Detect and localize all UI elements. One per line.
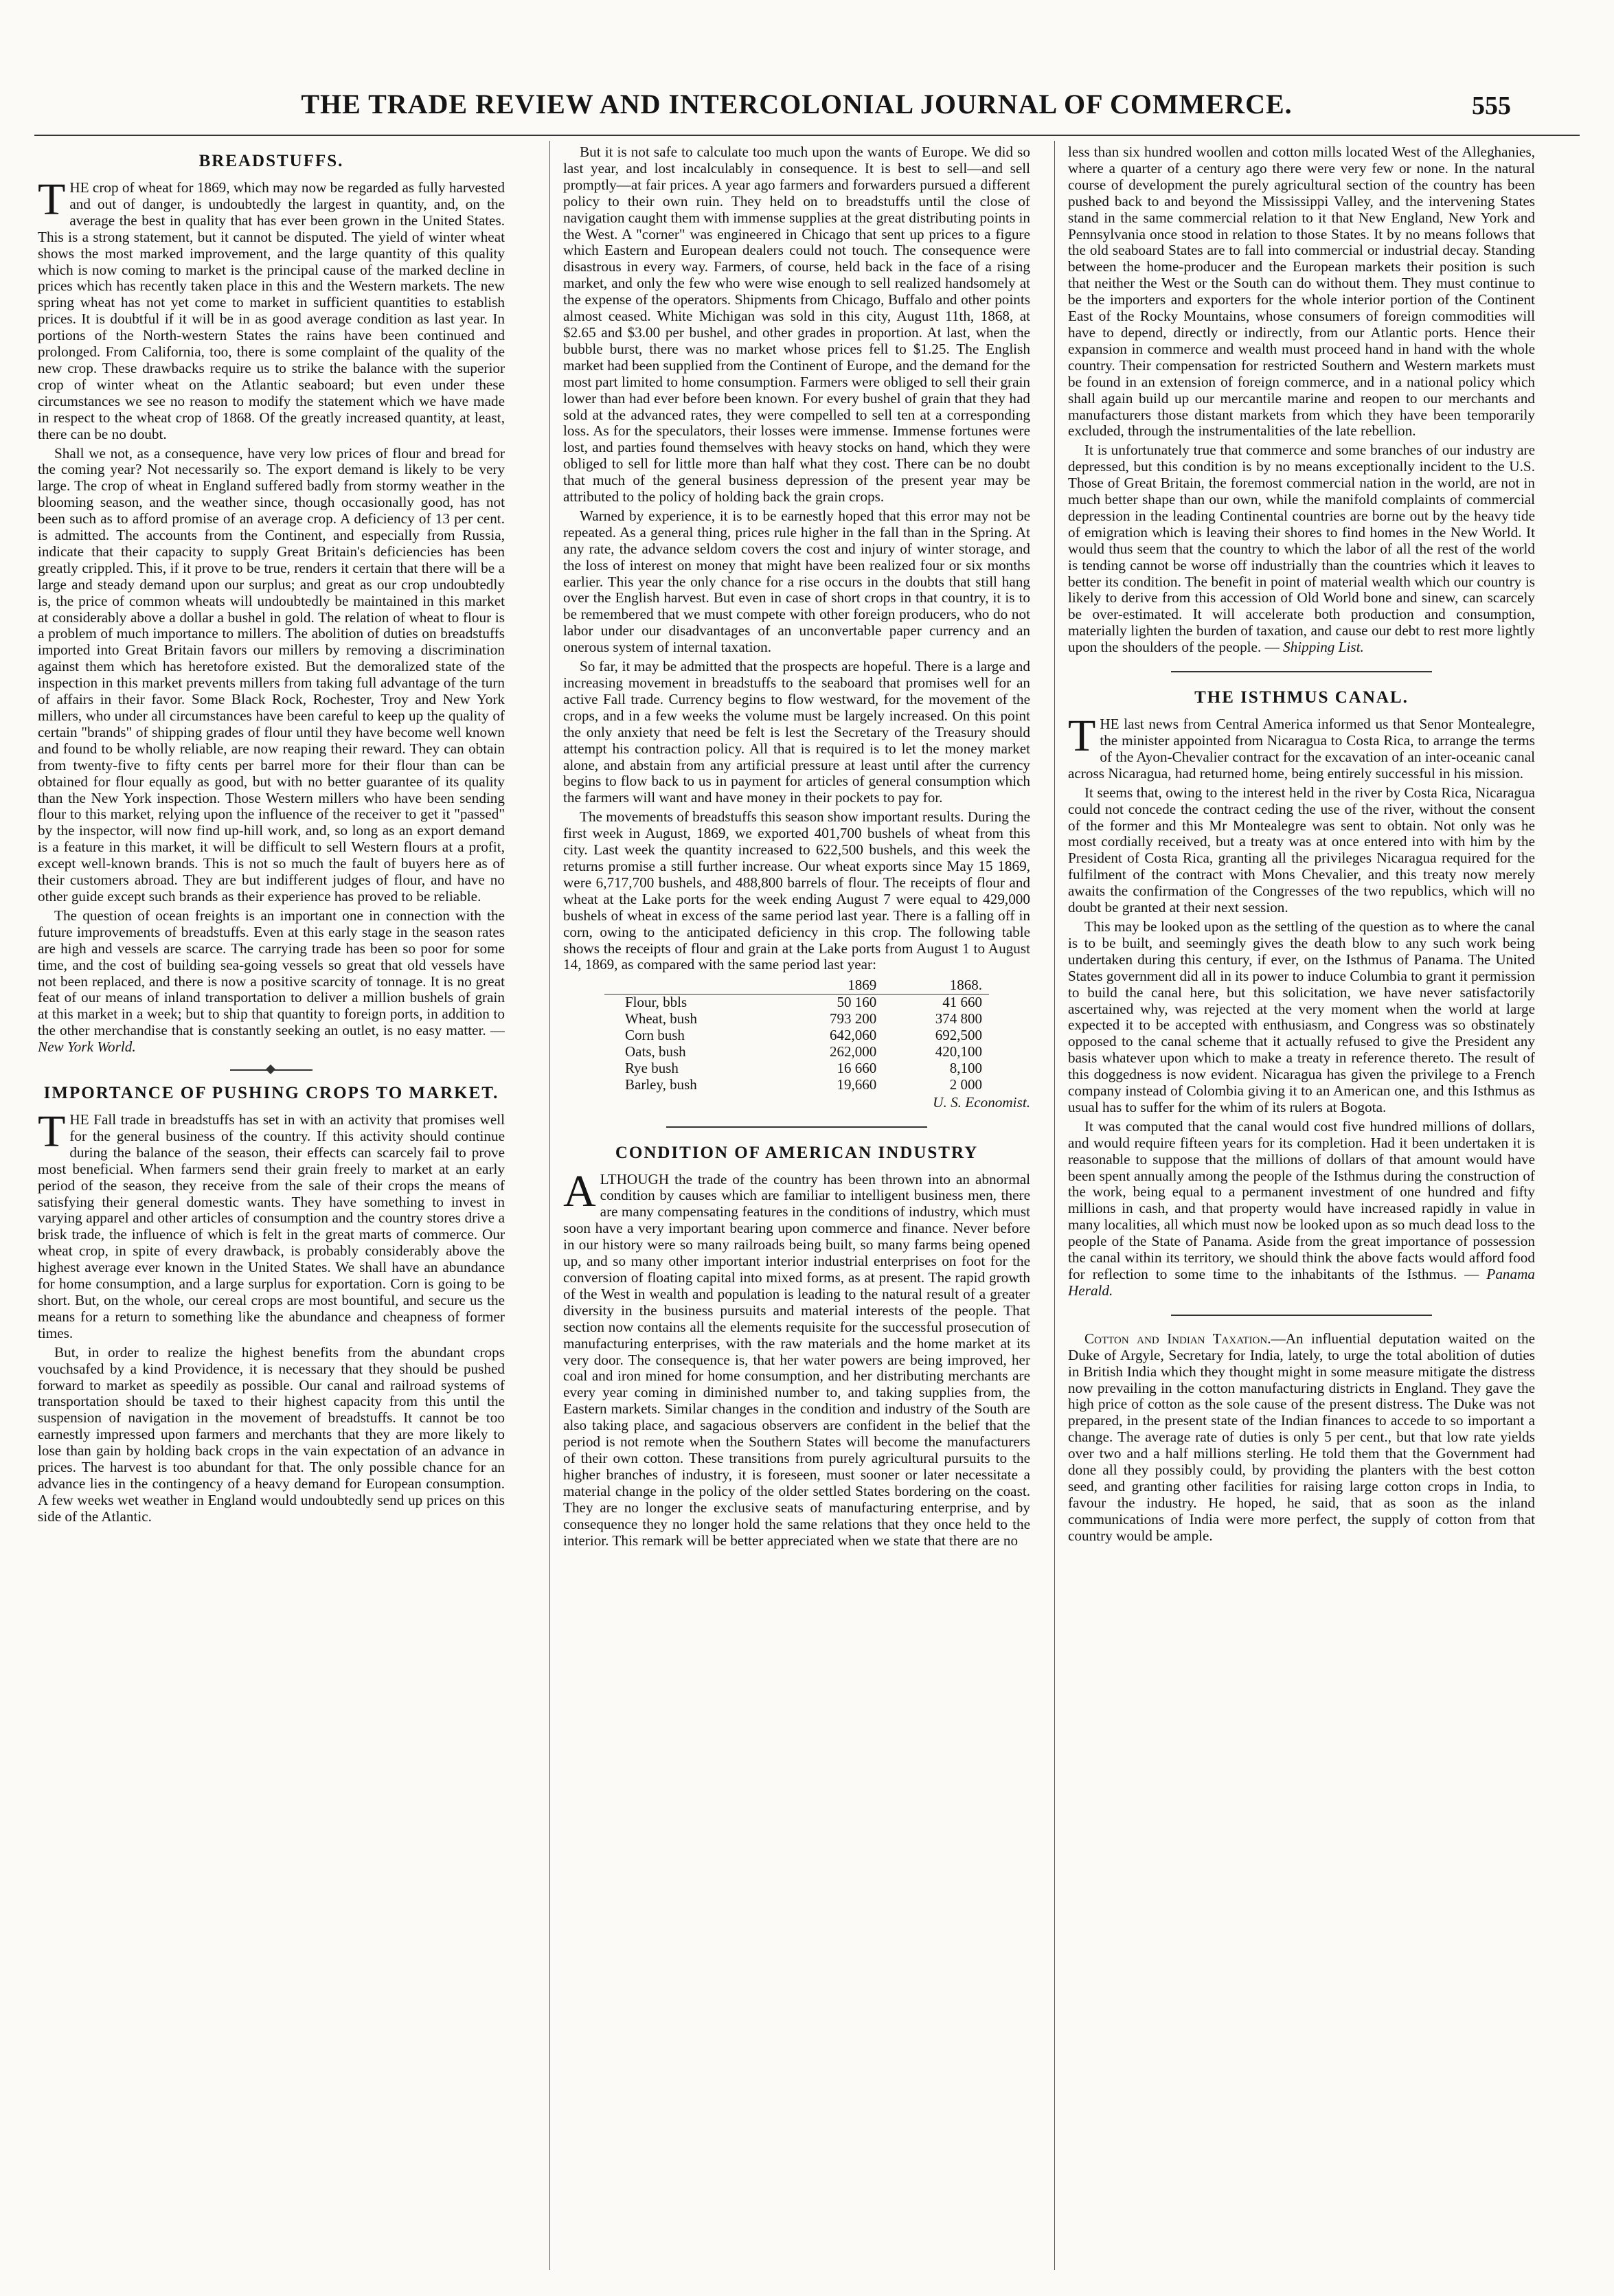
article-source: U. S. Economist.: [933, 1093, 1030, 1111]
column-2: [563, 144, 1030, 2266]
paragraph-text: LTHOUGH the trade of the country has been thrown into an abnormal condition by causes which are familiar to intelligent business men, there are many compensating features in the conditions of industry, which must soon have a very important bearing upon commerce and finance. Never before in our history were so many railroads being built, so many farms being opened up, and so many other important interior industrial enterprises on foot for the conversion of floating capital into mixed forms, as at present. The rapid growth of the West in wealth and population is leading to the natural result of a greater diversity in the business pursuits and material interests of the people. That section now contains all the elements requisite for the successful prosecution of manufacturing enterprises, with the raw materials and the home market at its very door. The consequence is, that her water powers are being improved, her coal and iron mined for home consumption, and her distributing merchants are every year coming in diminished number to, and taking supplies from, the Eastern markets. Similar changes in the condition and industry of the South are also taking place, and sagacious observers are confident in the belief that the period is not remote when the Southern States will become the manufacturers of their own cotton. These transitions from purely agricultural pursuits to the higher branches of industry, it is foreseen, must sooner or later necessitate a material change in the policy of the older settled States bordering on the coast. They are no longer the exclusive seats of manufacturing enterprise, and by consequence they no longer hold the same relations that they once held to the interior. This remark will be better appreciated when we state that there are no: [563, 1170, 1030, 1549]
table-header: [604, 977, 778, 994]
article-paragraph: [38, 174, 505, 443]
column-3: [1068, 144, 1535, 2266]
paragraph-text: The question of ocean freights is an important one in connection with the future improvements of breadstuffs. Even at this early stage in the season rates are high and vessels are scarce. The carrying trade has been so poor for some time, and the cost of building sea-going vessels so great that old vessels have not been replaced, and there is now a positive scarcity of tonnage. It is no great feat of our means of inland transportation to deliver a million bushels of grain at this market in a week; but to ship that quantity to foreign ports, in addition to the other merchandise that is constantly seeking an outlet, is no easy matter.: [38, 907, 505, 1039]
paragraph-text: HE last news from Central America informed us that Senor Montealegre, the minister appointed from Nicaragua to Costa Rica, to arrange the terms of the Ayon-Chevalier contract for the excavation of an inter-oceanic canal across Nicaragua, had returned home, being entirely successful in his mission.: [1068, 716, 1535, 782]
column-rule-1: [549, 141, 550, 2270]
article-cotton-taxation: [1068, 1331, 1535, 1545]
section-divider: [230, 1069, 312, 1071]
table-cell: 374 800: [935, 1010, 982, 1027]
article-title: IMPORTANCE OF PUSHING CROPS TO MARKET.: [43, 1084, 499, 1103]
article-paragraph: It seems that, owing to the interest held in the river by Costa Rica, Nicaragua could not concede the contract ceding the use of the river, without the consent of the former and this Mr Montealegre was sent to obtain. Not only was he most cordially received, but a treaty was at once entered into with him by the President of Costa Rica, granting all the privileges Nicaragua required for the fulfilment of the contract with Mons Chevalier, and this treaty now merely awaits the confirmation of the Congresses of the two republics, which will no doubt be granted at their next session.: [1068, 784, 1535, 916]
article-title: THE ISTHMUS CANAL.: [1194, 688, 1409, 707]
article-paragraph: [563, 1166, 1030, 1549]
article-paragraph: It was computed that the canal would cost five hundred millions of dollars, and would require fifteen years for its completion. Had it been undertaken it is reasonable to suppose that the millions of dollars of that amount would have been spent annually among the people of the Isthmus during the construction of the work, being equal to a permanent investment of one hundred and fifty millions in cash, and that property would have increased rapidly in value in many localities, all which must now be looked upon as so much dead loss to the people of the State of Panama. Aside from the great importance of possession the canal within its territory, we should think the above facts would afford food for reflection to some time to the inhabitants of the Isthmus. — Panama Herald.: [1068, 1117, 1535, 1299]
section-divider: [666, 1126, 927, 1128]
table-cell: 8,100: [949, 1059, 982, 1076]
column-rule-2: [1054, 141, 1055, 2270]
table-cell: 50 160: [837, 994, 877, 1011]
table-header: 1869: [778, 977, 884, 994]
page-number: 555: [1472, 91, 1511, 120]
table-header-row: [604, 977, 989, 994]
article-paragraph: But it is not safe to calculate too much upon the wants of Europe. We did so last year, and lost incalculably in consequence. It is best to sell—and sell promptly—at fair prices. A year ago farmers and forwarders pursued a different policy to their own ruin. They held on to breadstuffs until the close of navigation caught them with immense supplies at the great distributing points in the West. A "corner" was engineered in Chicago that sent up prices to a figure which Eastern and European dealers could not touch. The consequence were disastrous in every way. Farmers, of course, held back in the face of a rising market, and only the few who were wise enough to sell realized handsomely at the expense of the operators. Shipments from Chicago, Buffalo and other points almost ceased. White Michigan was sold in this city, August 11th, 1868, at $2.65 and $3.00 per bushel, and other grades in proportion. At last, when the bubble burst, there was no market whose prices fell to $1.25. The English market had been supplied from the Continent of Europe, and the demand for the most part limited to home consumption. Farmers were obliged to sell their grain lower than had ever before been known. For every bushel of grain that they had sold at the advanced rates, they were compelled to sell ten at a corresponding loss. As for the speculators, their losses were immense. Immense fortunes were lost, and parties found themselves with heavy stocks on hand, which they were obliged to sell for little more than half what they cost. There can be no doubt that much of the general business depression of the present year may be attributed to the policy of holding back the grain crops.: [563, 144, 1030, 505]
table-cell: Rye bush: [625, 1059, 679, 1076]
table-cell: 19,660: [837, 1076, 877, 1093]
table-row: [604, 1011, 989, 1027]
article-paragraph: But, in order to realize the highest benefits from the abundant crops vouchsafed by a kind Providence, it is necessary that they should be pushed forward to market as speedily as possible. Our canal and railroad systems of transportation should be taxed to their highest capacity from this until the suspension of navigation in the movement of breadstuffs. It cannot be too earnestly impressed upon farmers and merchants that they are more likely to lose than gain by holding back crops in the vain expectation of an advance in prices. The harvest is too abundant for that. The only possible chance for an advance lies in the contingency of a heavy demand for European consumption. A few weeks wet weather in England would undoubtedly send up prices on this side of the Atlantic.: [38, 1343, 505, 1525]
paragraph-text: HE crop of wheat for 1869, which may now be regarded as fully harvested and out of danger, is undoubtedly the largest in quantity, and, on the average the best in quality that has ever been grown in the United States. This is a strong statement, but it cannot be disputed. The yield of winter wheat shows the most marked improvement, and the large quantity of this quality which is now coming to market is the principal cause of the marked decline in prices which has recently taken place in this and the Western markets. The new spring wheat has not yet come to market in sufficient quantities to establish prices. It is doubtful if it will be in as good average condition as last year. In portions of the North-western States the rains have been continued and prolonged. From California, too, there is some complaint of the quality of the new crop. These drawbacks require us to strike the balance with the superior crop of winter wheat on the Atlantic seaboard; but even under these circumstances we see no reason to modify the statement which we have made in respect to the wheat crop of 1868. Of the greatly increased quantity, at least, there can be no doubt.: [38, 179, 505, 442]
drop-cap: A: [563, 1166, 596, 1216]
table-row: [604, 994, 989, 1011]
paragraph-text: It was computed that the canal would cost five hundred millions of dollars, and would require fifteen years for its completion. Had it been undertaken it is reasonable to suppose that the millions of dollars of that amount would have been spent annually among the people of the Isthmus during the construction of the work, being equal to a permanent investment of one hundred and fifty millions in cash, and that property would have increased rapidly in value in many localities, all which must now be looked upon as so much dead loss to the people of the State of Panama. Aside from the great importance of possession the canal within its territory, we should think the above facts would afford food for reflection to some time to the inhabitants of the Isthmus.: [1068, 1117, 1535, 1282]
table-cell: Wheat, bush: [625, 1010, 697, 1027]
paragraph-lead-title: Cotton and Indian Taxation.: [1084, 1330, 1271, 1347]
article-pushing-crops: [38, 1083, 505, 1525]
article-american-industry: [563, 1143, 1030, 1549]
page-header: [199, 81, 1511, 136]
drop-cap: T: [1068, 711, 1096, 762]
table-cell: 420,100: [935, 1043, 982, 1060]
article-paragraph: This may be looked upon as the settling of the question as to where the canal is to be built, and seemingly gives the death blow to any such work being undertaken during this century, if ever, on the Isthmus of Panama. The United States government did all in its power to induce Columbia to grant it permission to build the canal here, but this solicitation, we have never satisfactorily ascertained why, was rejected at the very moment when the world at large expected it to be accepted with enthusiasm, and Congress was so obstinately opposed to the canal scheme that it actually refused to give the President any basis whatever upon which to make a treaty in reference thereto. The result of this doggedness is now evident. Nicaragua has given the privilege to a French company instead of Colombia giving it to an American one, and this Isthmus as usual has to suffer for the whim of its rulers at Bogota.: [1068, 918, 1535, 1115]
paragraph-text: —An influential deputation waited on the Duke of Argyle, Secretary for India, lately, to urge the total abolition of duties in British India which they thought might in some measure mitigate the distress now prevailing in the cotton manufacturing districts in England. They gave the high price of cotton as the sole cause of the present distress. The Duke was not prepared, in the present state of the Indian finances to accede to so important a change. The average rate of duties is only 5 per cent., but that low rate yields over two and a half millions sterling. He told them that the Government had done all they possibly could, by providing the planters with the best cotton seed, and granting other facilities for raising large cotton crops in India, to favour the industry. He hoped, he said, that as soon as the inland communications of India were more perfect, the supply of cotton from that country would be ample.: [1068, 1330, 1535, 1544]
article-paragraph: [1068, 711, 1535, 782]
table-row: [604, 1027, 989, 1044]
article-paragraph: [1068, 1331, 1535, 1545]
article-paragraph: Shall we not, as a consequence, have very low prices of flour and bread for the coming year? Not necessarily so. The export demand is likely to be very large. The crop of wheat in England suffered badly from stormy weather in the blooming season, and the weather since, though occasionally good, has not been such as to afford promise of an average crop. A deficiency of 13 per cent. is admitted. The accounts from the Continent, and especially from Russia, indicate that their capacity to supply Great Britain's deficiencies has been greatly crippled. This, if it prove to be true, renders it certain that there will be a large and steady demand upon our surplus; and great as our crop undoubtedly is, the price of common wheats will undoubtedly be maintained in this market at considerably above a dollar a bushel in gold. The relation of wheat to flour is a problem of much importance to millers. The abolition of duties on breadstuffs imported into Great Britain favors our millers by removing a discrimination against them which has heretofore existed. But the demoralized state of the inspection in this market prevents millers from taking full advantage of the turn of affairs in their favor. Some Black Rock, Rochester, Troy and New York millers, who under all circumstances have been careful to keep up the quality of certain "brands" of shipping grades of flour until they have become well known and found to be wholly reliable, are now reaping their reward. They can obtain from twenty-five to fifty cents per barrel more for their flour than can be obtained for flour equally as good, but with no better guarantee of its quality than the New York inspection. Those Western millers who have been sending flour to this market, relying upon the influence of the receiver to get it "passed" by the inspector, will now find up-hill work, and, so long as an export demand is a feature in this market, it will be difficult to sell Western flours at a profit, except well-known brands. This is not so much the fault of buyers here as of their customers abroad. They are but indifferent judges of flour, and have no other guide except such brands as their experience has proved to be reliable.: [38, 444, 505, 905]
article-source: Panama Herald.: [1068, 1266, 1535, 1299]
running-title: THE TRADE REVIEW AND INTERCOLONIAL JOURNAL OF COMMERCE.: [301, 89, 1293, 120]
table-row: [604, 1044, 989, 1060]
article-paragraph: less than six hundred woollen and cotton mills located West of the Alleghanies, where a quarter of a century ago there were very few or none. In the natural course of development the purely agricultural section of the country has been pushed back to and beyond the Mississippi Valley, and the intervening States stand in the same commercial relation to it that New England, New York and Pennsylvania once stood in relation to those States. It by no means follows that the old seaboard States are to fall into commercial or industrial decay. Standing between the home-producer and the European markets their position is such that neither the West or the South can do without them. They must continue to be the importers and exporters for the whole interior portion of the Continent East of the Rocky Mountains, whose consumers of foreign commodities will have to depend, directly or indirectly, from our Atlantic ports. Hence their expansion in commerce and wealth must proceed hand in hand with the whole country. Their compensation for restricted Southern and Western markets must be found in an extension of foreign commerce, and in a national policy which shall again build up our mercantile marine and reopen to our merchants and manufacturers those distant markets from which they have been temporarily excluded, through the instrumentalities of the late rebellion.: [1068, 144, 1535, 440]
column-1: [38, 144, 505, 2266]
article-source: New York World.: [38, 1038, 136, 1056]
article-paragraph: So far, it may be admitted that the prospects are hopeful. There is a large and increasing movement in breadstuffs to the seaboard that promises well for an active Fall trade. Currency begins to flow westward, for the movement of the crops, and in a few weeks the volume must be largely increased. On this point the only anxiety that need be felt is lest the Secretary of the Treasury should attempt his contraction policy. All that is required is to let the money market alone, and abstain from any artificial pressure at least until after the currency begins to flow back to us in payment for articles of general consumption which the farmers will want and have money in their pockets to pay for.: [563, 658, 1030, 806]
article-source: Shipping List.: [1283, 639, 1364, 656]
table-header: 1868.: [883, 977, 989, 994]
table-cell: Flour, bbls: [625, 994, 687, 1011]
section-divider: [1171, 671, 1432, 672]
table-row: [604, 1060, 989, 1077]
receipts-table: [604, 977, 989, 1093]
header-rule: [34, 135, 1580, 136]
article-isthmus-canal: [1068, 687, 1535, 1299]
article-title: BREADSTUFFS.: [198, 152, 344, 170]
table-cell: 2 000: [949, 1076, 982, 1093]
table-cell: 262,000: [830, 1043, 877, 1060]
table-cell: Corn bush: [625, 1027, 685, 1044]
paragraph-text: It is unfortunately true that commerce and some branches of our industry are depressed, but this condition is by no means exceptionally incident to the U.S. Those of Great Britain, the foremost commercial nation in the world, are not in much better shape than our own, while the manifold complaints of commercial depression in the leading Continental countries are borne out by the heavy tide of emigration which is leaving their shores to find homes in the New World. It would thus seem that the country to which the labor of all the rest of the world is tending cannot be worse off industrially than the countries which it leaves to better its condition. The benefit in point of material wealth which our country is likely to derive from this accession of Old World bone and sinew, can scarcely be over-estimated. It will accelerate both production and consumption, materially lighten the burden of taxation, and cause our debt to rest more lightly upon the shoulders of the people.: [1068, 442, 1535, 656]
table-cell: 642,060: [830, 1027, 877, 1044]
table-cell: 16 660: [837, 1059, 877, 1076]
table-cell: 41 660: [942, 994, 982, 1011]
drop-cap: T: [38, 174, 66, 225]
article-paragraph: The question of ocean freights is an important one in connection with the future improvements of breadstuffs. Even at this early stage in the season rates are high and vessels are scarce. The carrying trade has been so poor for some time, and the cost of building sea-going vessels so great that old vessels have not been replaced, and there is now a positive scarcity of tonnage. It is no great feat of our means of inland transportation to deliver a million bushels of grain at this market in a week; but to ship that quantity to foreign ports, in addition to the other merchandise that is constantly seeking an outlet, is no easy matter. — New York World.: [38, 907, 505, 1056]
section-divider: [1171, 1315, 1432, 1316]
table-row: [604, 1077, 989, 1093]
article-title: CONDITION OF AMERICAN INDUSTRY: [615, 1143, 979, 1162]
article-paragraph: It is unfortunately true that commerce and some branches of our industry are depressed, but this condition is by no means exceptionally incident to the U.S. Those of Great Britain, the foremost commercial nation in the world, are not in much better shape than our own, while the manifold complaints of commercial depression in the leading Continental countries are borne out by the heavy tide of emigration which is leaving their shores to find homes in the New World. It would thus seem that the country to which the labor of all the rest of the world is tending cannot be worse off industrially than the countries which it leaves to better its condition. The benefit in point of material wealth which our country is likely to derive from this accession of Old World bone and sinew, can scarcely be over-estimated. It will accelerate both production and consumption, materially lighten the burden of taxation, and cause our debt to rest more lightly upon the shoulders of the people. — Shipping List.: [1068, 442, 1535, 656]
table-cell: Barley, bush: [625, 1076, 697, 1093]
article-paragraph: [38, 1106, 505, 1342]
table-cell: Oats, bush: [625, 1043, 686, 1060]
drop-cap: T: [38, 1106, 66, 1157]
table-cell: 793 200: [830, 1010, 877, 1027]
article-breadstuffs: [38, 151, 505, 1056]
paragraph-text: HE Fall trade in breadstuffs has set in with an activity that promises well for the general business of the country. If this activity should continue during the balance of the season, their effects can scarcely fail to prove most beneficial. When farmers send their grain freely to market at an early period of the season, they receive from the sale of their crops the means of satisfying their general domestic wants. They have something to invest in varying apparel and other articles of consumption and the country stores drive a brisk trade, the influence of which is felt in the great marts of commerce. Our wheat crop, in spite of every drawback, is probably considerably above the highest average ever known in the United States. We shall have an abundance for home consumption, and a large surplus for exportation. Corn is going to be short. But, on the whole, our cereal crops are most bountiful, and secure us the means for a return to something like the abundance and cheapness of former times.: [38, 1111, 505, 1341]
table-cell: 692,500: [935, 1027, 982, 1044]
article-paragraph: The movements of breadstuffs this season show important results. During the first week in August, 1869, we exported 401,700 bushels of wheat from this city. Last week the quantity increased to 622,500 bushels, and this week the returns promise a still further increase. Our wheat exports since May 15 1869, were 6,717,700 bushels, and 488,800 barrels of flour. The receipts of flour and wheat at the Lake ports for the week ending August 7 were equal to 429,000 bushels of wheat in excess of the same period last year. There is a falling off in corn, owing to the anticipated deficiency in this crop. The following table shows the receipts of flour and grain at the Lake ports from August 1 to August 14, 1869, as compared with the same period last year:: [563, 808, 1030, 973]
article-paragraph: Warned by experience, it is to be earnestly hoped that this error may not be repeated. As a general thing, prices rule higher in the fall than in the Spring. At any rate, the advance seldom covers the cost and injury of winter storage, and the loss of interest on money that might have been realized four or six months earlier. This year the only chance for a rise occurs in the doubts that still hang over the English harvest. But even in case of short crops in that country, it is to be remembered that we must compete with other foreign producers, who do not labor under our disadvantages of an unconvertable paper currency and an onerous system of internal taxation.: [563, 507, 1030, 656]
